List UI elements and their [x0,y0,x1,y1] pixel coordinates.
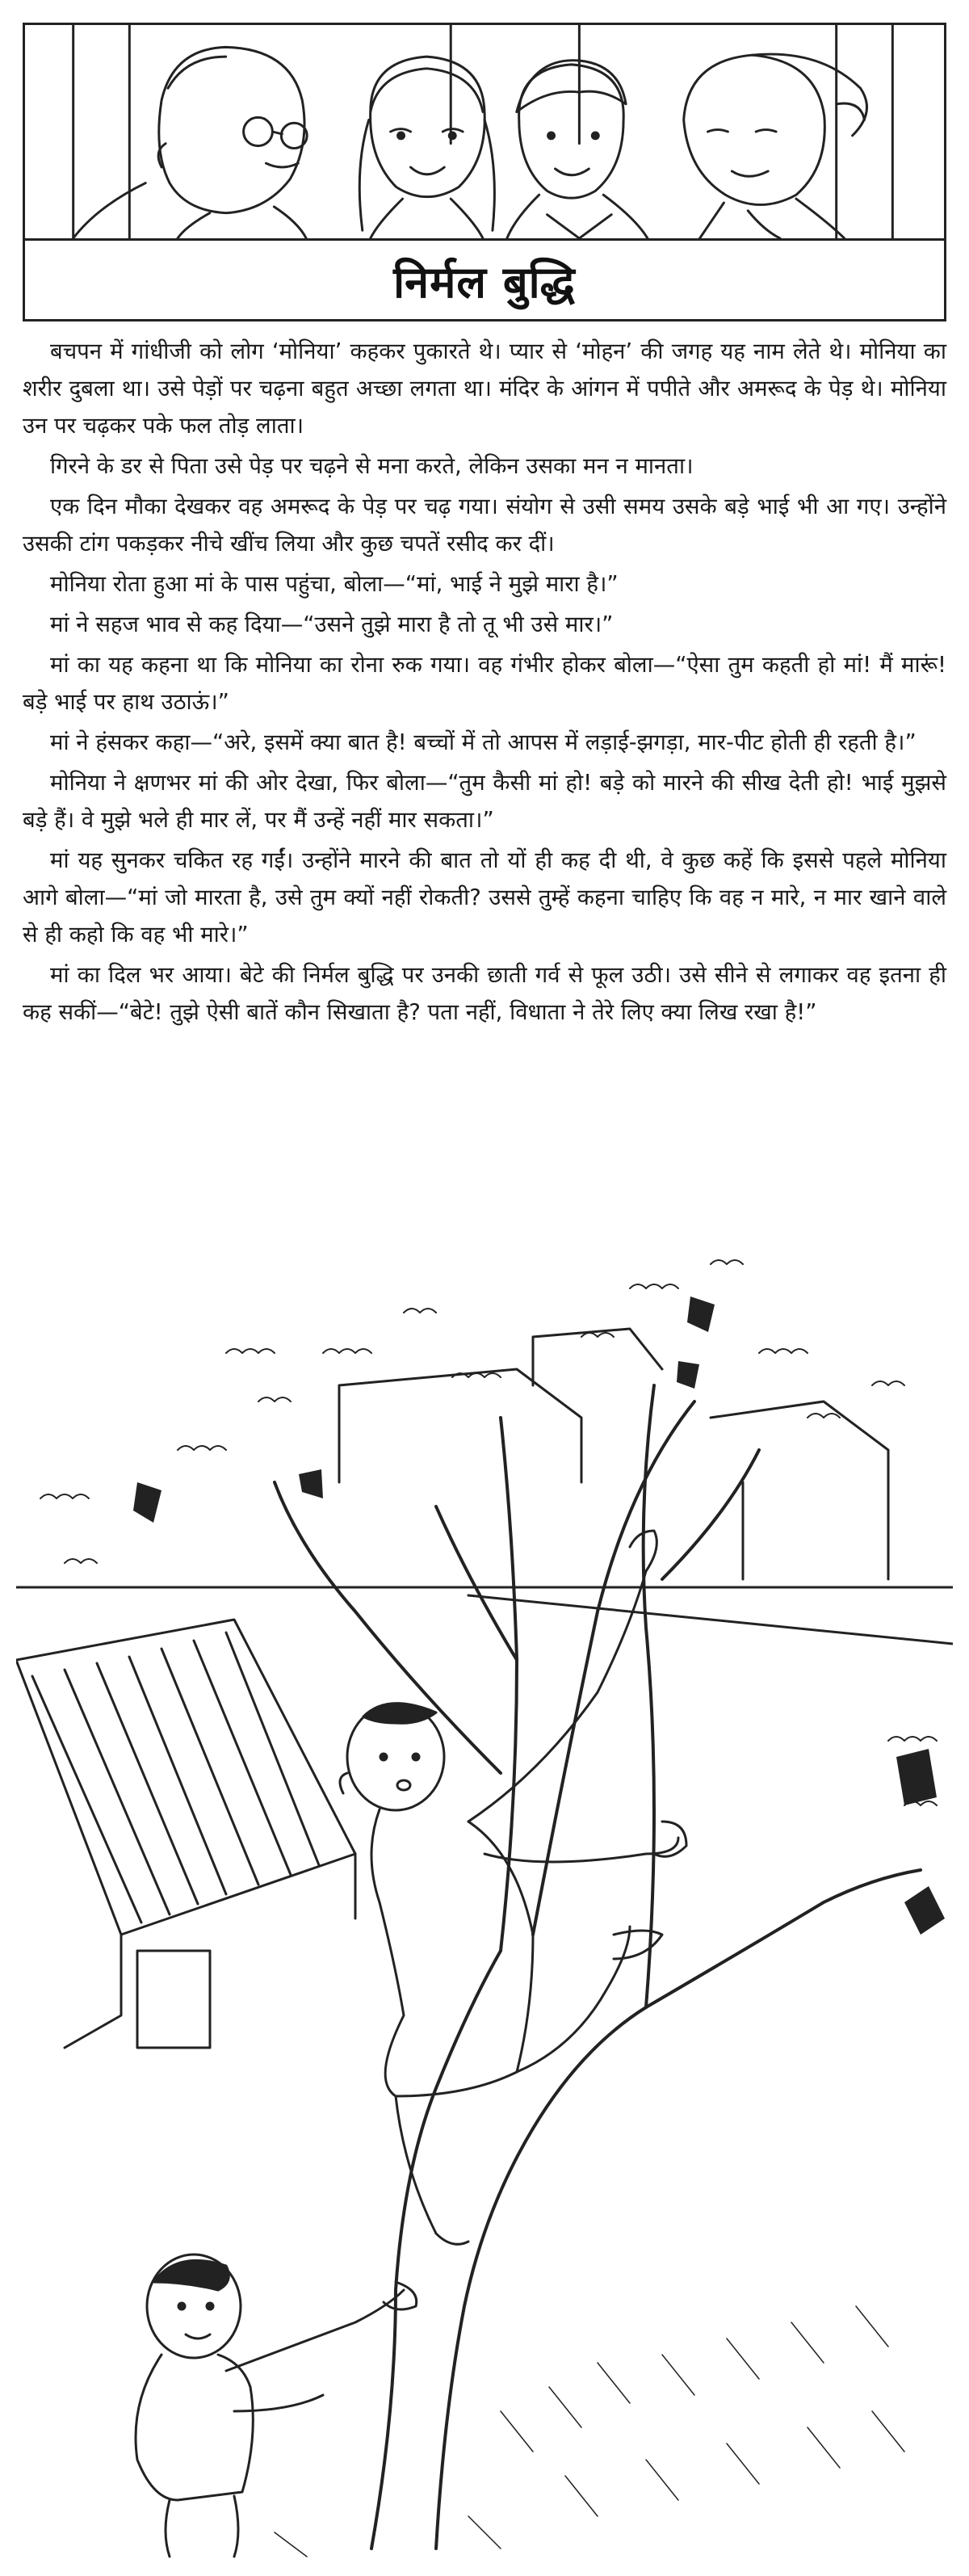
brother-figure [136,2255,417,2557]
ground-hatching [275,2306,904,2557]
header-illustration [23,23,946,241]
girl-figure [359,57,494,238]
tree-climbing-drawing [16,1240,953,2565]
story-paragraph: मोनिया ने क्षणभर मां की ओर देखा, फिर बोला—“तुम कैसी मां हो! बड़े को मारने की सीख देती हो! भाई मुझसे बड़े हैं। वे मुझे भले ही मार लें, पर मैं उन्हें नहीं मार सकता।” [23,770,946,833]
title-box [23,241,946,321]
family-faces-drawing [25,25,944,238]
elderly-man-figure [73,47,307,238]
story-paragraph: एक दिन मौका देखकर वह अमरूद के पेड़ पर चढ़ गया। संयोग से उसी समय उसके बड़े भाई भी आ गए। उन्होंने उसकी टांग पकड़कर नीचे खींच लिया और कुछ चपतें रसीद कर दीं। [23,494,946,557]
story-paragraph: मां ने सहज भाव से कह दिया—“उसने तुझे मारा है तो तू भी उसे मार।” [50,611,614,637]
elderly-woman-figure [684,54,867,238]
story-paragraph: मां ने हंसकर कहा—“अरे, इसमें क्या बात है! बच्चों में तो आपस में लड़ाई-झगड़ा, मार-पीट होती ही रहती है।” [50,729,917,755]
guava-tree [275,1385,921,2549]
boy-figure [507,61,648,238]
climbing-boy-figure [340,1531,686,2244]
tree-foliage [40,1260,937,1805]
story-paragraph: गिरने के डर से पिता उसे पेड़ पर चढ़ने से मना करते, लेकिन उसका मन न मानता। [50,453,694,479]
leaf-clusters [133,1296,945,1935]
background-houses [16,1329,953,1644]
story-paragraph: बचपन में गांधीजी को लोग ‘मोनिया’ कहकर पुकारते थे। प्यार से ‘मोहन’ की जगह यह नाम लेते थे। मोनिया का शरीर दुबला था। उसे पेड़ों पर चढ़ना बहुत अच्छा लगता था। मंदिर के आंगन में पपीते और अमरूद के पेड़ थे। मोनिया उन पर चढ़कर पके फल तोड़ लाता। [23,338,946,439]
story-paragraph: मां का यह कहना था कि मोनिया का रोना रुक गया। वह गंभीर होकर बोला—“ऐसा तुम कहती हो मां! मैं मारूं! बड़े भाई पर हाथ उठाऊं।” [23,652,946,715]
story-body [23,333,946,1034]
tree-climbing-illustration [16,1240,953,2565]
story-title: निर्मल बुद्धि [393,256,576,308]
story-paragraph: मां यह सुनकर चकित रह गईं। उन्होंने मारने की बात तो यों ही कह दी थी, वे कुछ कहें कि इससे पहले मोनिया आगे बोला—“मां जो मारता है, उसे तुम क्यों नहीं रोकती? उससे तुम्हें कहना चाहिए कि वह न मारे, न मार खाने वाले से ही कहो कि वह भी मारे।” [23,847,946,948]
story-paragraph: मां का दिल भर आया। बेटे की निर्मल बुद्धि पर उनकी छाती गर्व से फूल उठी। उसे सीने से लगाकर वह इतना ही कह सकीं—“बेटे! तुझे ऐसी बातें कौन सिखाता है? पता नहीं, विधाता ने तेरे लिए क्या लिख रखा है!” [23,962,946,1025]
story-paragraph: मोनिया रोता हुआ मां के पास पहुंचा, बोला—“मां, भाई ने मुझे मारा है।” [50,571,619,597]
shed-roof [16,1620,355,2048]
